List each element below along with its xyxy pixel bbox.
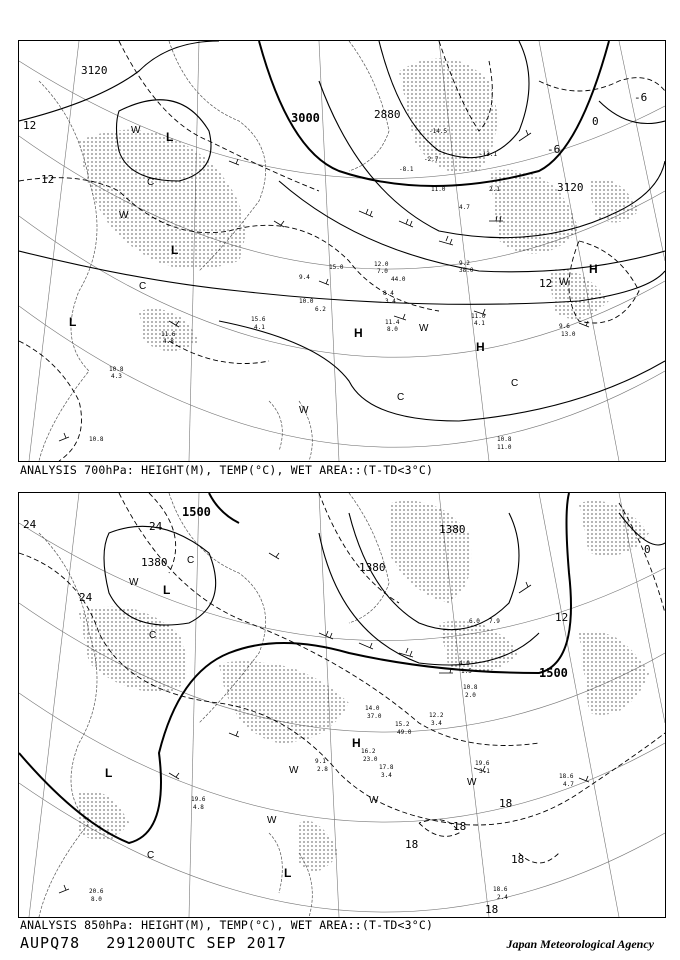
station-value: 15.2 bbox=[395, 721, 410, 728]
station-value: 37.0 bbox=[367, 713, 382, 720]
station-value: -2.7 bbox=[424, 156, 439, 163]
temp-center-cold: C bbox=[149, 630, 157, 641]
product-code: AUPQ78 bbox=[20, 934, 81, 952]
temp-center-warm: W bbox=[129, 577, 139, 588]
station-value: 10.8 bbox=[497, 436, 512, 443]
station-value: -14.5 bbox=[429, 128, 448, 135]
station-value: -13.1 bbox=[479, 151, 498, 158]
temp-label: -6 bbox=[547, 143, 561, 156]
station-value: 20.6 bbox=[89, 888, 104, 895]
pressure-center-low: L bbox=[105, 766, 113, 780]
pressure-center-low: L bbox=[69, 315, 77, 329]
temp-label: 24 bbox=[149, 520, 163, 533]
temp-label: 24 bbox=[79, 591, 93, 604]
station-value: 9.1 bbox=[315, 758, 326, 765]
station-value: 18.6 bbox=[559, 773, 574, 780]
station-value: 14.0 bbox=[365, 705, 380, 712]
agency-name: Japan Meteorological Agency bbox=[506, 937, 654, 951]
height-label: 1380 bbox=[141, 556, 168, 569]
temp-center-warm: W bbox=[419, 323, 429, 334]
station-value: 4.8 bbox=[193, 804, 204, 811]
height-label: 3120 bbox=[557, 181, 584, 194]
station-value: 9.2 bbox=[459, 260, 470, 267]
temp-center-warm: W bbox=[369, 795, 379, 806]
temp-center-warm: W bbox=[289, 765, 299, 776]
height-label: 3000 bbox=[291, 111, 320, 125]
station-value: 2.0 bbox=[465, 692, 476, 699]
station-value: 6.2 bbox=[315, 306, 326, 313]
station-value: 4.1 bbox=[474, 320, 485, 327]
station-value: 12.2 bbox=[429, 712, 444, 719]
station-value: 18.6 bbox=[493, 886, 508, 893]
station-value: 7.9 bbox=[489, 618, 500, 625]
pressure-center-high: H bbox=[352, 736, 361, 750]
station-value: 19.6 bbox=[191, 796, 206, 803]
temp-center-cold: C bbox=[397, 392, 405, 403]
temp-center-cold: C bbox=[511, 378, 519, 389]
pressure-center-high: H bbox=[589, 262, 598, 276]
station-value: 10.8 bbox=[89, 436, 104, 443]
station-value: 19.6 bbox=[475, 760, 490, 767]
temp-center-warm: W bbox=[559, 277, 569, 288]
station-value: 7.0 bbox=[377, 268, 388, 275]
temp-center-warm: W bbox=[467, 777, 477, 788]
panel-caption-850hpa: ANALYSIS 850hPa: HEIGHT(M), TEMP(°C), WET AREA::(T-TD<3°C) bbox=[20, 918, 434, 932]
temp-center-warm: W bbox=[131, 125, 141, 136]
station-value: 12.0 bbox=[374, 261, 389, 268]
temp-center-cold: C bbox=[139, 281, 147, 292]
station-value: 2.4 bbox=[497, 894, 508, 901]
station-value: 10.0 bbox=[299, 298, 314, 305]
station-value: 10.8 bbox=[463, 684, 478, 691]
station-value: 8.4 bbox=[383, 290, 394, 297]
station-value: 16.2 bbox=[361, 748, 376, 755]
temp-center-warm: W bbox=[267, 815, 277, 826]
temp-label: 18 bbox=[405, 838, 419, 851]
station-value: 9.6 bbox=[559, 323, 570, 330]
station-value: -8.1 bbox=[399, 166, 414, 173]
temp-center-cold: C bbox=[147, 177, 155, 188]
station-value: 6.0 bbox=[469, 618, 480, 625]
station-value: 4.7 bbox=[459, 204, 470, 211]
station-value: 4.3 bbox=[111, 373, 122, 380]
station-value: 9.4 bbox=[299, 274, 310, 281]
station-value: 10.8 bbox=[109, 366, 124, 373]
map-850hpa-svg bbox=[19, 493, 665, 917]
height-label: 1500 bbox=[539, 666, 568, 680]
valid-datetime: 291200UTC SEP 2017 bbox=[106, 934, 287, 952]
temp-label: 0 bbox=[592, 115, 599, 128]
wet-area bbox=[79, 58, 639, 351]
graticule bbox=[19, 41, 665, 461]
temp-label: 12 bbox=[41, 173, 55, 186]
temp-center-warm: W bbox=[299, 405, 309, 416]
footer-product-line bbox=[20, 934, 313, 952]
temp-label: 18 bbox=[453, 820, 467, 833]
temp-label: 24 bbox=[23, 518, 37, 531]
temperature-contours bbox=[19, 41, 665, 461]
height-label: 3120 bbox=[81, 64, 108, 77]
temp-label: 18 bbox=[499, 797, 513, 810]
temp-label: 12 bbox=[555, 611, 569, 624]
station-value: 11.0 bbox=[431, 186, 446, 193]
station-value: 4.7 bbox=[563, 781, 574, 788]
station-value: 3.1 bbox=[479, 768, 490, 775]
temp-label: -6 bbox=[634, 91, 648, 104]
station-value: 11.0 bbox=[497, 444, 512, 451]
station-value: 13.0 bbox=[561, 331, 576, 338]
pressure-center-low: L bbox=[171, 243, 179, 257]
temp-label: 12 bbox=[539, 277, 553, 290]
pressure-center-low: L bbox=[166, 130, 174, 144]
station-value: 1.5 bbox=[461, 668, 472, 675]
pressure-center-low: L bbox=[284, 866, 292, 880]
station-value: 11.0 bbox=[471, 313, 486, 320]
station-value: 8.0 bbox=[387, 326, 398, 333]
height-label: 2880 bbox=[374, 108, 401, 121]
station-value: 4.0 bbox=[459, 660, 470, 667]
temp-label: 12 bbox=[23, 119, 37, 132]
station-value: 3.4 bbox=[431, 720, 442, 727]
station-value: 4.8 bbox=[163, 338, 174, 345]
pressure-center-high: H bbox=[476, 340, 485, 354]
height-label: 1380 bbox=[359, 561, 386, 574]
station-value: 8.0 bbox=[91, 896, 102, 903]
station-value: 3.4 bbox=[381, 772, 392, 779]
height-label: 1380 bbox=[439, 523, 466, 536]
pressure-center-low: L bbox=[163, 583, 171, 597]
temp-label: 0 bbox=[644, 543, 651, 556]
station-value: 3.4 bbox=[385, 298, 396, 305]
station-value: 23.0 bbox=[363, 756, 378, 763]
station-value: 11.4 bbox=[385, 319, 400, 326]
station-value: 15.0 bbox=[329, 264, 344, 271]
temp-label: 18 bbox=[485, 903, 499, 916]
station-value: 2.8 bbox=[317, 766, 328, 773]
map-700hpa-svg bbox=[19, 41, 665, 461]
temp-center-cold: C bbox=[187, 555, 195, 566]
station-value: 17.8 bbox=[379, 764, 394, 771]
station-value: 2.1 bbox=[489, 186, 500, 193]
station-value: 49.0 bbox=[397, 729, 412, 736]
map-panel-700hpa bbox=[18, 40, 666, 462]
station-value: 44.0 bbox=[391, 276, 406, 283]
station-value: 38.0 bbox=[459, 267, 474, 274]
height-label: 1500 bbox=[182, 505, 211, 519]
temp-label: 18 bbox=[511, 853, 525, 866]
station-value: 4.1 bbox=[254, 324, 265, 331]
map-panel-850hpa bbox=[18, 492, 666, 918]
station-value: 11.6 bbox=[161, 331, 176, 338]
panel-caption-700hpa: ANALYSIS 700hPa: HEIGHT(M), TEMP(°C), WET AREA::(T-TD<3°C) bbox=[20, 463, 434, 477]
temp-center-cold: C bbox=[147, 850, 155, 861]
temp-center-warm: W bbox=[119, 210, 129, 221]
station-value: 15.6 bbox=[251, 316, 266, 323]
pressure-center-high: H bbox=[354, 326, 363, 340]
